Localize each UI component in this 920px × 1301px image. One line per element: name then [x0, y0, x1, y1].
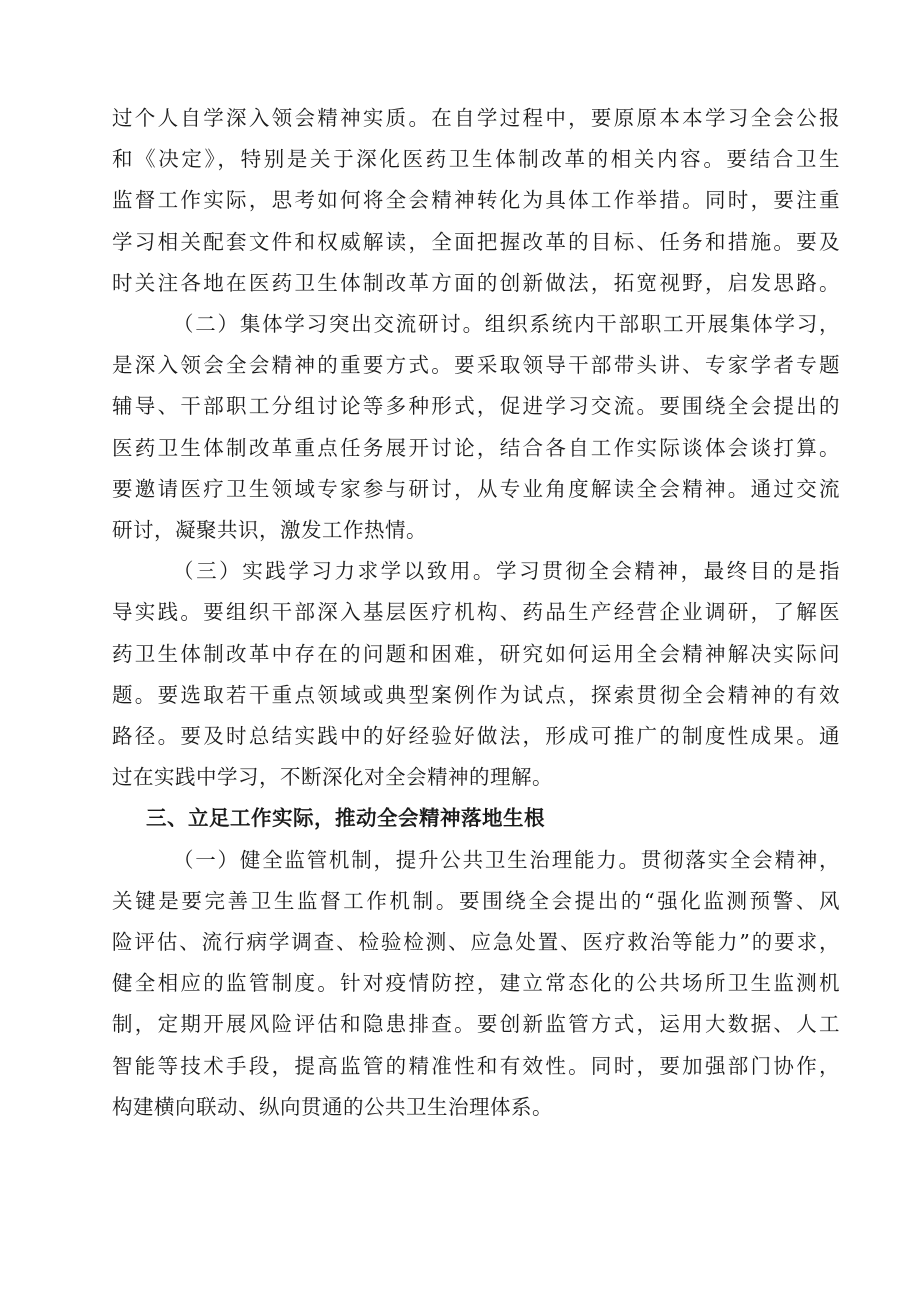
text-line: 过个人自学深入领会精神实质。在自学过程中，要原原本本学习全会公报 — [112, 106, 840, 130]
document-body — [112, 98, 840, 1128]
text-line: 辅导、干部职工分组讨论等多种形式，促进学习交流。要围绕全会提出的 — [112, 394, 840, 419]
text-line: 监督工作实际，思考如何将全会精神转化为具体工作举措。同时，要注重 — [112, 188, 840, 213]
text-line: 医药卫生体制改革重点任务展开讨论，结合各自工作实际谈体会谈打算。 — [112, 435, 840, 460]
paragraph-supervision-mechanism — [112, 840, 840, 1128]
text-line: 药卫生体制改革中存在的问题和困难，研究如何运用全会精神解决实际问 — [112, 641, 840, 666]
paragraph-group-study — [112, 304, 840, 551]
text-line: 智能等技术手段，提高监管的精准性和有效性。同时，要加强部门协作， — [112, 1053, 840, 1078]
paragraph-self-study — [112, 98, 840, 304]
text-line: 过在实践中学习，不断深化对全会精神的理解。 — [112, 765, 553, 790]
text-line: 健全相应的监管制度。针对疫情防控，建立常态化的公共场所卫生监测机 — [112, 971, 840, 996]
section-heading: 三、立足工作实际，推动全会精神落地生根 — [146, 806, 545, 831]
text-line: 时关注各地在医药卫生体制改革方面的创新做法，拓宽视野，启发思路。 — [112, 270, 840, 295]
text-line: 和《决定》，特别是关于深化医药卫生体制改革的相关内容。要结合卫生 — [112, 147, 840, 172]
text-line: 险评估、流行病学调查、检验检测、应急处置、医疗救治等能力”的要求， — [112, 930, 840, 955]
text-line: 构建横向联动、纵向贯通的公共卫生治理体系。 — [112, 1094, 553, 1119]
paragraph-practice-study — [112, 551, 840, 798]
text-line: 是深入领会全会精神的重要方式。要采取领导干部带头讲、专家学者专题 — [112, 353, 840, 378]
text-line: 导实践。要组织干部深入基层医疗机构、药品生产经营企业调研，了解医 — [112, 600, 840, 625]
text-line: 关键是要完善卫生监督工作机制。要围绕全会提出的“强化监测预警、风 — [112, 888, 840, 913]
text-line: （三）实践学习力求学以致用。学习贯彻全会精神，最终目的是指 — [173, 559, 840, 584]
text-line: （二）集体学习突出交流研讨。组织系统内干部职工开展集体学习， — [173, 312, 840, 337]
text-line: 题。要选取若干重点领域或典型案例作为试点，探索贯彻全会精神的有效 — [112, 682, 840, 707]
text-line: （一）健全监管机制，提升公共卫生治理能力。贯彻落实全会精神， — [173, 847, 840, 872]
text-line: 学习相关配套文件和权威解读，全面把握改革的目标、任务和措施。要及 — [112, 229, 840, 254]
text-line: 研讨，凝聚共识，激发工作热情。 — [112, 518, 427, 543]
text-line: 路径。要及时总结实践中的好经验好做法，形成可推广的制度性成果。通 — [112, 724, 840, 749]
text-line: 制，定期开展风险评估和隐患排查。要创新监管方式，运用大数据、人工 — [112, 1012, 840, 1037]
text-line: 要邀请医疗卫生领域专家参与研讨，从专业角度解读全会精神。通过交流 — [112, 476, 840, 501]
